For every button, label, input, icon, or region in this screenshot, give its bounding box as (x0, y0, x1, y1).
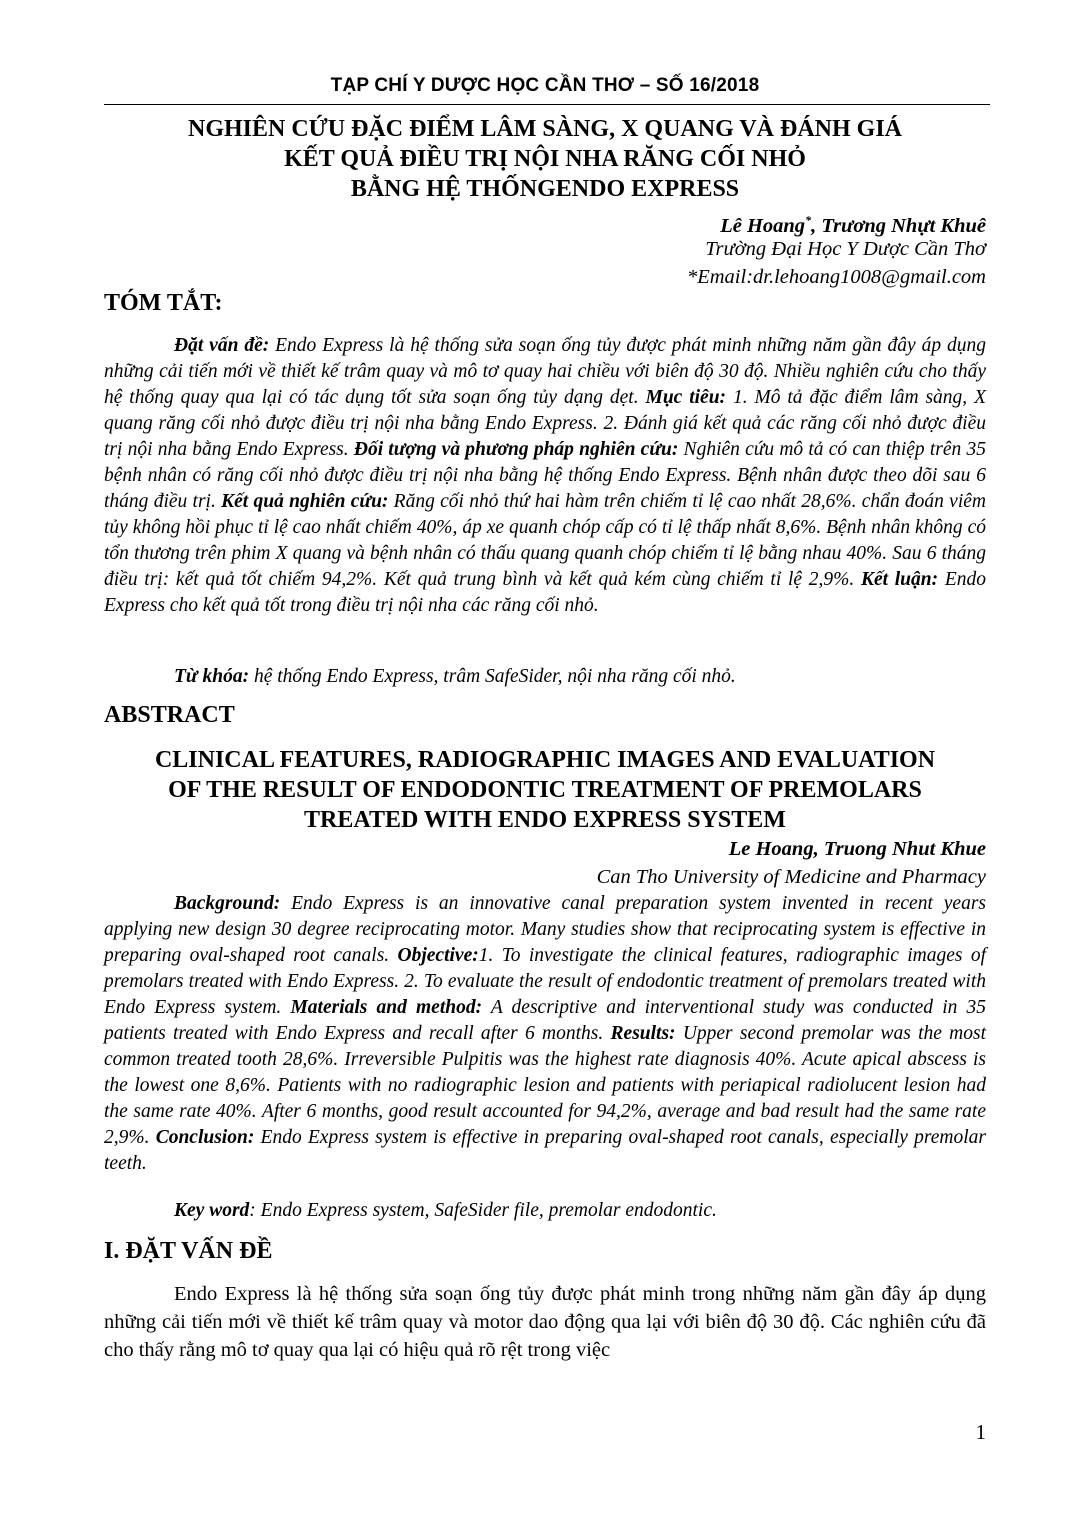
vn-abs-label: Kết quả nghiên cứu: (221, 491, 389, 512)
en-authors: Le Hoang, Truong Nhut Khue (728, 838, 986, 860)
en-abs-text: Upper second premolar was the most common treated tooth 28,6%. Irreversible Pulpitis was the highest rate diagnosis 40%. Acute apical abscess is the lowest one 8,6%. Patients with no radiographic lesion and patients with periapical radiolucent lesion had the same rate 40%. After 6 months, good result accounted for 94,2%, average and bad result had the same rate 2,9%. (104, 1023, 987, 1148)
en-abs-label: Results: (610, 1023, 676, 1044)
abstract-heading: ABSTRACT (104, 702, 235, 728)
section-body (104, 1280, 986, 1364)
vn-abs-label: Đối tượng và phương pháp nghiên cứu: (353, 439, 679, 460)
vn-abs-text: Răng cối nhỏ thứ hai hàm trên chiếm tỉ lệ cao nhất 28,6%. chẩn đoán viêm tủy không hồi phục tỉ lệ cao nhất chiếm 40%, áp xe quanh chóp cấp có tỉ lệ thấp nhất 8,6%. Bệnh nhân không có tổn thương trên phim X quang và bệnh nhân có thấu quang quanh chóp chiếm tỉ lệ bằng nhau 40%. Sau 6 tháng điều trị: kết quả tốt chiếm 94,2%. Kết quả trung bình và kết quả kém cùng chiếm tỉ lệ 2,9%. (104, 491, 986, 590)
en-title (104, 745, 986, 835)
journal-header: TẠP CHÍ Y DƯỢC HỌC CẦN THƠ – SỐ 16/2018 (330, 75, 760, 96)
vn-author-rest: , Trương Nhựt Khuê (811, 214, 986, 237)
vn-abs-label: Đặt vấn đề: (174, 335, 270, 356)
en-keywords-text: : Endo Express system, SafeSider file, premolar endodontic. (249, 1200, 717, 1221)
vn-keywords (104, 664, 986, 690)
vn-abstract (104, 333, 986, 619)
vn-abs-text: 1. Mô tả đặc điểm lâm sàng, X quang răng cối nhỏ được điều trị nội nha bằng Endo Express. 2. Đánh giá kết quả các răng cối nhỏ được điều trị nội nha bằng Endo Express. (104, 387, 986, 460)
en-abs-label: Conclusion: (155, 1127, 255, 1148)
section-heading: I. ĐẶT VẤN ĐỀ (104, 1238, 273, 1264)
vn-abs-text: Nghiên cứu mô tả có can thiệp trên 35 bệnh nhân có răng cối nhỏ được điều trị nội nha bằng hệ thống Endo Express. Bệnh nhân được theo dõi sau 6 tháng điều trị. (104, 439, 986, 512)
en-title-line: OF THE RESULT OF ENDODONTIC TREATMENT OF PREMOLARS (168, 777, 922, 803)
page-number: 1 (975, 1420, 986, 1444)
en-title-line: TREATED WITH ENDO EXPRESS SYSTEM (304, 807, 786, 833)
corresponding-mark: * (805, 213, 812, 227)
vn-title-line: BẰNG HỆ THỐNGENDO EXPRESS (350, 176, 740, 202)
en-abs-text: 1. To investigate the clinical features, radiographic images of premolars treated with Endo Express. 2. To evaluate the result of endodontic treatment of premolars treated with Endo Express system. (104, 945, 986, 1018)
vn-keywords-label: Từ khóa: (174, 666, 250, 687)
vn-affiliation: Trường Đại Học Y Dược Cần Thơ (705, 238, 986, 260)
section-text: Endo Express là hệ thống sửa soạn ống tủy được phát minh trong những năm gần đây áp dụng những cải tiến mới về thiết kế trâm quay và motor dao động qua lại với biên độ 30 độ. Các nghiên cứu đã cho thấy rằng mô tơ quay qua lại có hiệu quả rõ rệt trong việc (104, 1283, 986, 1361)
en-abs-text: Endo Express is an innovative canal preparation system invented in recent years applying new design 30 degree reciprocating motor. Many studies show that reciprocating system is effective in preparing oval-shaped root canals. (104, 893, 986, 966)
vn-abs-label: Kết luận: (860, 569, 939, 590)
header-rule (104, 104, 990, 105)
en-keywords-label: Key word (174, 1200, 250, 1221)
en-abstract (104, 891, 986, 1177)
vn-author-first: Lê Hoang (720, 214, 806, 237)
vn-abs-label: Mục tiêu: (645, 387, 727, 408)
en-title-line: CLINICAL FEATURES, RADIOGRAPHIC IMAGES AND EVALUATION (154, 747, 936, 773)
summary-heading: TÓM TẮT: (104, 290, 223, 316)
en-affiliation: Can Tho University of Medicine and Pharmacy (596, 866, 986, 888)
vn-title-line: KẾT QUẢ ĐIỀU TRỊ NỘI NHA RĂNG CỐI NHỎ (284, 146, 806, 172)
vn-keywords-text: hệ thống Endo Express, trâm SafeSider, nội nha răng cối nhỏ. (249, 666, 736, 687)
vn-title-line: NGHIÊN CỨU ĐẶC ĐIỂM LÂM SÀNG, X QUANG VÀ ĐÁNH GIÁ (187, 116, 902, 142)
en-abs-text: A descriptive and interventional study was conducted in 35 patients treated with Endo Express and recall after 6 months. (104, 997, 986, 1044)
en-abs-text: Endo Express system is effective in preparing oval-shaped root canals, especially premolar teeth. (104, 1127, 986, 1174)
en-abs-label: Background: (174, 893, 281, 914)
en-keywords (104, 1198, 986, 1224)
vn-email: *Email:dr.lehoang1008@gmail.com (686, 266, 986, 288)
vn-abs-text: Endo Express cho kết quả tốt trong điều trị nội nha các răng cối nhỏ. (104, 569, 986, 616)
vn-title (104, 114, 986, 204)
en-abs-label: Materials and method: (290, 997, 483, 1018)
vn-abs-text: Endo Express là hệ thống sửa soạn ống tủy được phát minh những năm gần đây áp dụng những cải tiến mới về thiết kế trâm quay và mô tơ quay hai chiều với biên độ 30 độ. Nhiều nghiên cứu cho thấy hệ thống quay qua lại có tác dụng tốt sửa soạn ống tủy dạng dẹt. (104, 335, 986, 408)
en-abs-label: Objective: (397, 945, 479, 966)
